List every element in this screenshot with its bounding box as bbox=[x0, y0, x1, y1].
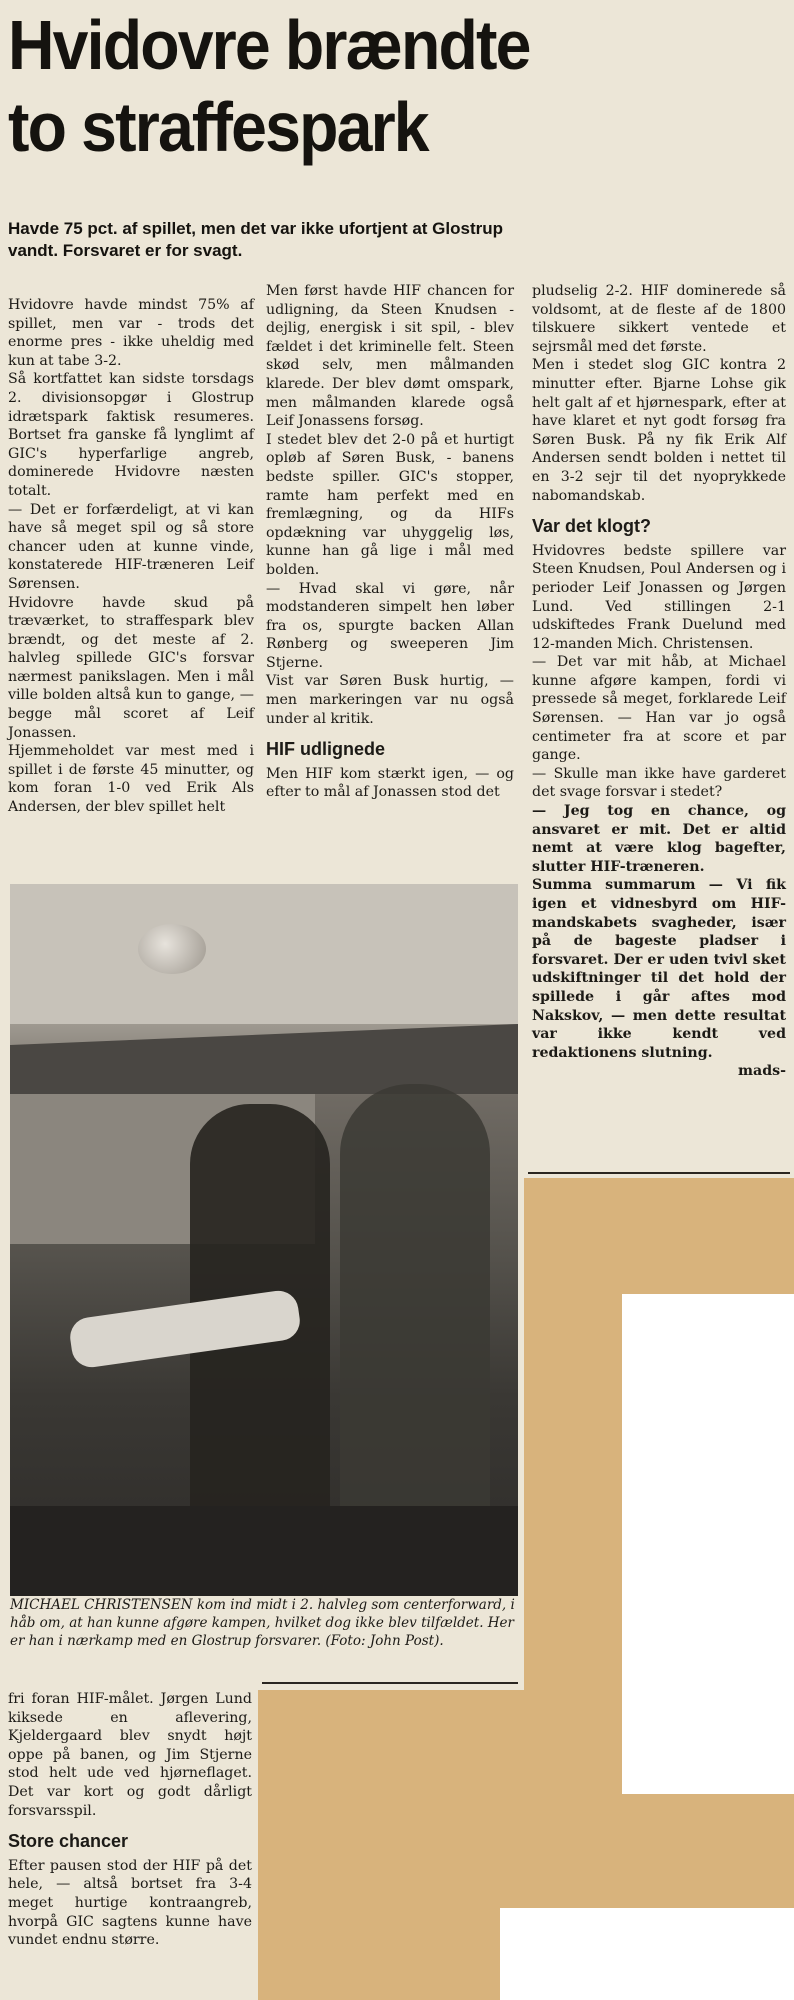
article-column-2 bbox=[266, 282, 514, 802]
photo-sky bbox=[10, 884, 518, 1024]
paragraph: Summa summarum — Vi fik igen et vidnesbyrd om HIF-mandskabets svagheder, især på de bageste pladser i forsvaret. Der er uden tvivl sket udskiftninger til det hold der spillede i går aftes mod Nakskov, — men dette resultat var ikke kendt ved redaktionens slutning. bbox=[532, 877, 786, 1061]
article-column-3 bbox=[532, 282, 786, 1081]
headline-line-2: to straffespark bbox=[8, 88, 428, 166]
paragraph: Men først havde HIF chancen for udligning, da Steen Knudsen - dejlig, energisk i sit spil, - blev fældet i det kriminelle felt. Steen skød selv, men målmanden klarede. Der blev dømt omspark, men målmanden klarede også Leif Jonassens forsøg. bbox=[266, 283, 514, 430]
paragraph: — Det er forfærdeligt, at vi kan have så meget spil og så store chancer uden at kunne vinde, konstaterede HIF-træneren Leif Sørensen. bbox=[8, 501, 254, 592]
paragraph: I stedet blev det 2-0 på et hurtigt opløb af Søren Busk, - banens bedste spiller. GIC's stopper, ramte ham perfekt med en fremlægning, og da HIFs opdækning var uhyggelig løs, kunne han gå lige i mål med bolden. bbox=[266, 431, 514, 578]
football bbox=[138, 924, 206, 974]
paragraph: Vist var Søren Busk hurtig, — men markeringen var nu også under al kritik. bbox=[266, 673, 514, 727]
paragraph: fri foran HIF-målet. Jørgen Lund kiksede en aflevering, Kjeldergaard blev snydt højt oppe på banen, og Jim Stjerne stod helt ude ved hjørneflaget. Det var kort og godt dårligt forsvarsspil. bbox=[8, 1691, 252, 1819]
headline bbox=[8, 4, 707, 168]
paragraph: Efter pausen stod der HIF på det hele, — altså bortset fra 3-4 meget hurtige kontraangreb, hvorpå GIC sagtens kunne have vundet endnu større. bbox=[8, 1857, 252, 1949]
paragraph: Hjemmeholdet var mest med i spillet i de første 45 minutter, og kom foran 1-0 ved Erik Als Andersen, der blev spillet helt bbox=[8, 743, 254, 816]
paragraph: Hvidovres bedste spillere var Steen Knudsen, Poul Andersen og i perioder Leif Jonassen og Jørgen Lund. Ved stillingen 2-1 udskiftedes Frank Duelund med 12-manden Mich. Christensen. bbox=[532, 542, 786, 652]
paragraph: — Jeg tog en chance, og ansvaret er mit. Det er altid nemt at være klog bagefter, slutter HIF-træneren. bbox=[532, 803, 786, 875]
photo-ground bbox=[10, 1506, 518, 1596]
headline-line-1: Hvidovre brændte bbox=[8, 6, 530, 84]
photo-caption: MICHAEL CHRISTENSEN kom ind midt i 2. halvleg som centerforward, i håb om, at han kunne afgøre kampen, hvilket dog ikke blev tilfældet. Her er han i nærkamp med en Glostrup forsvarer. (Foto: John Post). bbox=[10, 1597, 515, 1649]
paragraph: — Det var mit håb, at Michael kunne afgøre kampen, fordi vi pressede så meget, forklarede Leif Sørensen. — Han var jo også centimeter fra at score et par gange. bbox=[532, 654, 786, 764]
article-column-4 bbox=[8, 1690, 252, 1950]
paragraph: pludselig 2-2. HIF dominerede så voldsomt, at de fleste af de 1800 tilskuere sikkert ventede et sejrsmål med det første. bbox=[532, 283, 786, 355]
subheadline: Havde 75 pct. af spillet, men det var ikke ufortjent at Glostrup vandt. Forsvaret er for svagt. bbox=[8, 219, 504, 260]
white-patch-bottom bbox=[500, 1908, 794, 2000]
paragraph: Men i stedet slog GIC kontra 2 minutter efter. Bjarne Lohse gik helt galt af et hjørnespark, efter at have klaret et nyt godt forsøg fra Søren Busk. På ny fik Erik Alf Andersen sendt bolden i nettet til en 3-2 sejr til det nyoprykkede nabomandskab. bbox=[532, 357, 786, 504]
paragraph: Hvidovre havde skud på træværket, to straffespark blev brændt, og det meste af 2. halvleg spillede GIC's forsvar nærmest panikslagen. Men i mål ville bolden altså kun to gange, — begge mål scoret af Leif Jonassen. bbox=[8, 594, 254, 741]
signature: mads- bbox=[737, 1063, 786, 1080]
white-patch bbox=[622, 1294, 794, 1794]
column-divider bbox=[528, 1172, 790, 1174]
paragraph: Hvidovre havde mindst 75% af spillet, men var - trods det enorme pres - ikke uheldig med kun at tabe 3-2. bbox=[8, 297, 254, 369]
photo-roof bbox=[10, 1024, 518, 1094]
section-heading: HIF udlignede bbox=[266, 739, 385, 760]
paragraph: — Hvad skal vi gøre, når modstanderen simpelt hen løber fra os, spurgte backen Allan Rønberg og sweeperen Jim Stjerne. bbox=[266, 580, 514, 671]
section-heading: Store chancer bbox=[8, 1831, 129, 1852]
match-photo bbox=[10, 884, 518, 1596]
section-heading: Var det klogt? bbox=[532, 516, 652, 537]
caption-rule bbox=[262, 1682, 518, 1684]
paragraph: Så kortfattet kan sidste torsdags 2. divisionsopgør i Glostrup idrætspark faktisk resumeres. Bortset fra ganske få lynglimt af GIC's hyperfarlige angreb, dominerede Hvidovre næsten totalt. bbox=[8, 371, 254, 499]
cardboard-backing-lower bbox=[258, 1685, 522, 2000]
article-column-1 bbox=[8, 296, 254, 817]
paragraph: — Skulle man ikke have garderet det svage forsvar i stedet? bbox=[532, 765, 786, 801]
paragraph: Men HIF kom stærkt igen, — og efter to mål af Jonassen stod det bbox=[266, 765, 514, 801]
